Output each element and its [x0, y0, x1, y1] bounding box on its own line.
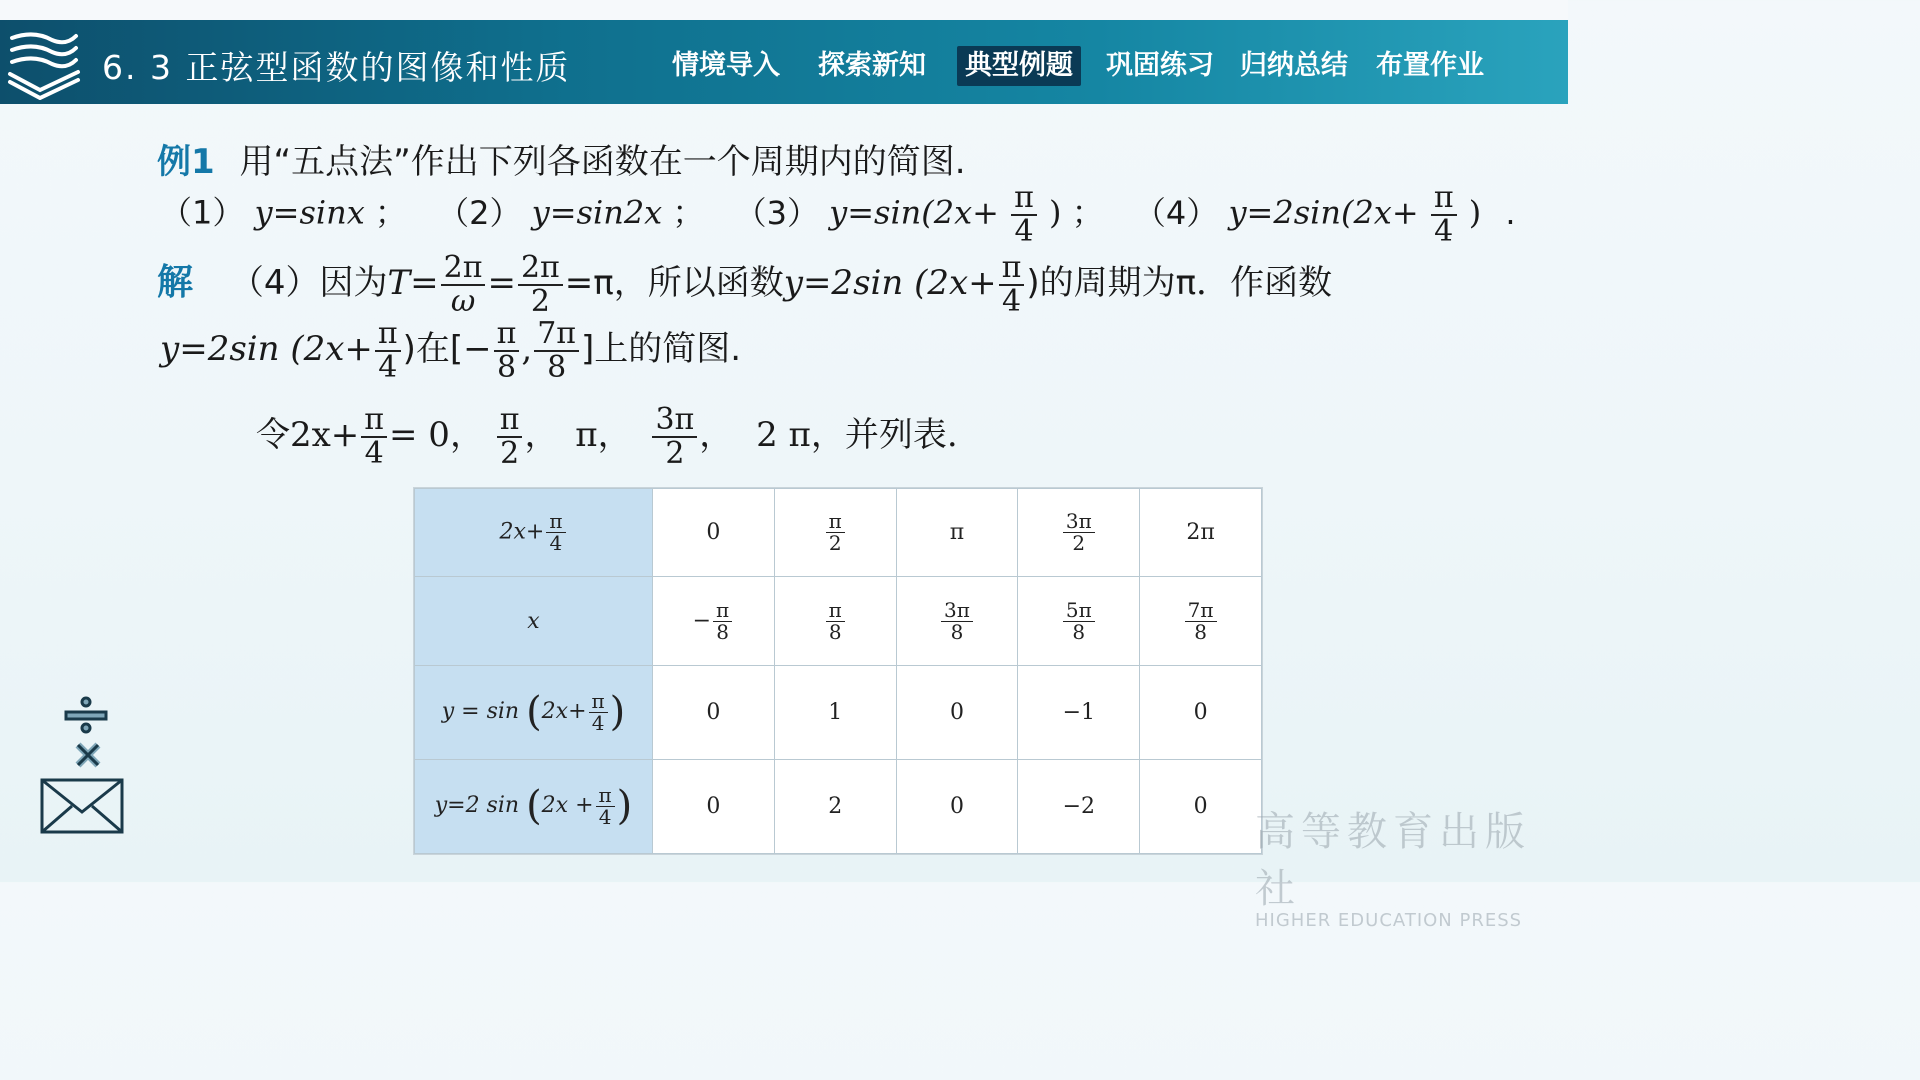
item3-close: )	[1049, 193, 1062, 232]
item4-fraction: $\frac{\pi}{4}$	[1431, 182, 1457, 247]
interval-start-fraction: $\frac{\pi}{8}$	[494, 318, 520, 383]
item2-end: ；	[672, 193, 705, 232]
table-cell: 0	[653, 665, 775, 759]
interval-text-a: )在[−	[402, 329, 492, 369]
period-fraction-1: $\frac{2\pi}{\omega}$	[441, 252, 486, 317]
table-cell: $\frac{\pi}{2}$	[774, 489, 896, 577]
table-row	[415, 489, 1262, 577]
let-prefix: 令2x+	[256, 415, 360, 455]
example-items	[160, 182, 1516, 247]
math-operators-envelope-icon	[38, 690, 128, 840]
let-fraction-pi-2: $\frac{\pi}{2}$	[497, 404, 523, 469]
solution-text-c: )的周期为π．作函数	[1026, 263, 1333, 303]
let-end: 2 π，并列表.	[756, 415, 958, 455]
solution-fraction-2: $\frac{\pi}{4}$	[375, 318, 401, 383]
item3-expression: y=sin(2x+	[829, 193, 999, 232]
table-cell: 0	[653, 489, 775, 577]
row-header-sin: y = sin (2x+ $\frac{\pi}{4}$ )	[415, 665, 653, 759]
period-fraction-2: $\frac{2\pi}{2}$	[518, 252, 563, 317]
example-text: 用“五点法”作出下列各函数在一个周期内的简图.	[239, 142, 966, 182]
period-symbol: T=	[387, 263, 439, 303]
publisher-name-cn: 高等教育出版社	[1255, 809, 1531, 912]
table-cell: 0	[896, 665, 1018, 759]
solution-fraction-1: $\frac{\pi}{4}$	[999, 252, 1025, 317]
let-fraction-pi-4: $\frac{\pi}{4}$	[361, 404, 387, 469]
item1-end: ；	[374, 193, 407, 232]
let-fraction-3pi-2: $\frac{3\pi}{2}$	[652, 404, 697, 469]
item3-fraction: $\frac{\pi}{4}$	[1011, 182, 1037, 247]
nav-explore-new[interactable]: 探索新知	[818, 50, 926, 81]
table-row	[415, 577, 1262, 665]
let-equals-zero: = 0，	[389, 415, 484, 455]
publisher-name-en: HIGHER EDUCATION PRESS	[1255, 910, 1523, 931]
item4-expression: y=2sin(2x+	[1228, 193, 1419, 232]
item2-number: （2）	[437, 193, 522, 232]
item4-end: .	[1505, 193, 1516, 232]
item1-expression: y=sinx	[254, 193, 365, 232]
nav-scenario-intro[interactable]: 情境导入	[672, 50, 780, 81]
table-cell: −1	[1018, 665, 1140, 759]
table-cell: $\frac{7\pi}{8}$	[1140, 577, 1262, 665]
solution-line-1	[157, 252, 1332, 317]
table-cell: π	[896, 489, 1018, 577]
interval-end-fraction: $\frac{7\pi}{8}$	[534, 318, 579, 383]
table-row	[415, 759, 1262, 853]
course-title: 6. 3 正弦型函数的图像和性质	[102, 48, 571, 87]
table-cell: $\frac{3\pi}{8}$	[896, 577, 1018, 665]
item4-number: （4）	[1133, 193, 1219, 232]
item2-expression: y=sin2x	[531, 193, 663, 232]
book-logo-icon	[4, 28, 82, 100]
row-header-x: x	[415, 577, 653, 665]
interval-text-b: ]上的简图.	[581, 329, 742, 369]
equals-sign: =	[487, 263, 516, 303]
nav-summary[interactable]: 归纳总结	[1240, 50, 1348, 81]
item1-number: （1）	[160, 193, 245, 232]
table-cell: 0	[1140, 665, 1262, 759]
values-table	[413, 487, 1263, 855]
publisher-watermark	[1255, 800, 1568, 931]
header-bar	[0, 20, 1568, 104]
solution-text-b: =π，所以函数	[564, 263, 784, 303]
item3-number: （3）	[734, 193, 819, 232]
table-cell: −2	[1018, 759, 1140, 853]
solution-line-2	[160, 318, 741, 383]
table-cell: $\frac{3\pi}{2}$	[1018, 489, 1140, 577]
let-line	[256, 404, 958, 469]
table-cell: 1	[774, 665, 896, 759]
let-pi: π，	[575, 415, 632, 455]
item4-close: )	[1468, 193, 1482, 232]
table-cell: 2	[774, 759, 896, 853]
interval-comma: ,	[521, 329, 533, 369]
solution-function-1: y=2sin (2x+	[783, 263, 997, 303]
item3-end: ；	[1071, 193, 1104, 232]
table-cell: 0	[896, 759, 1018, 853]
solution-function-2: y=2sin (2x+	[160, 329, 373, 369]
table-cell: $\frac{\pi}{8}$	[774, 577, 896, 665]
solution-tag: 解	[157, 262, 194, 303]
row-header-2sin: y=2 sin (2x + $\frac{\pi}{4}$ )	[415, 759, 653, 853]
top-strip	[0, 0, 1568, 20]
table-cell: 0	[1140, 759, 1262, 853]
table-cell: 2π	[1140, 489, 1262, 577]
row-header-angle: 2x+ $\frac{\pi}{4}$	[415, 489, 653, 577]
table-cell: $\frac{5\pi}{8}$	[1018, 577, 1140, 665]
table-row	[415, 665, 1262, 759]
let-sep-1: ，	[524, 415, 559, 455]
nav-typical-examples[interactable]: 典型例题	[957, 46, 1081, 86]
nav-practice[interactable]: 巩固练习	[1106, 50, 1214, 81]
example-statement	[157, 134, 966, 183]
table-cell: 0	[653, 759, 775, 853]
table-cell: − $\frac{\pi}{8}$	[653, 577, 775, 665]
let-sep-2: ，	[699, 415, 734, 455]
nav-homework[interactable]: 布置作业	[1376, 50, 1484, 81]
example-tag: 例1	[157, 142, 215, 182]
solution-text-a: （4）因为	[229, 263, 388, 303]
